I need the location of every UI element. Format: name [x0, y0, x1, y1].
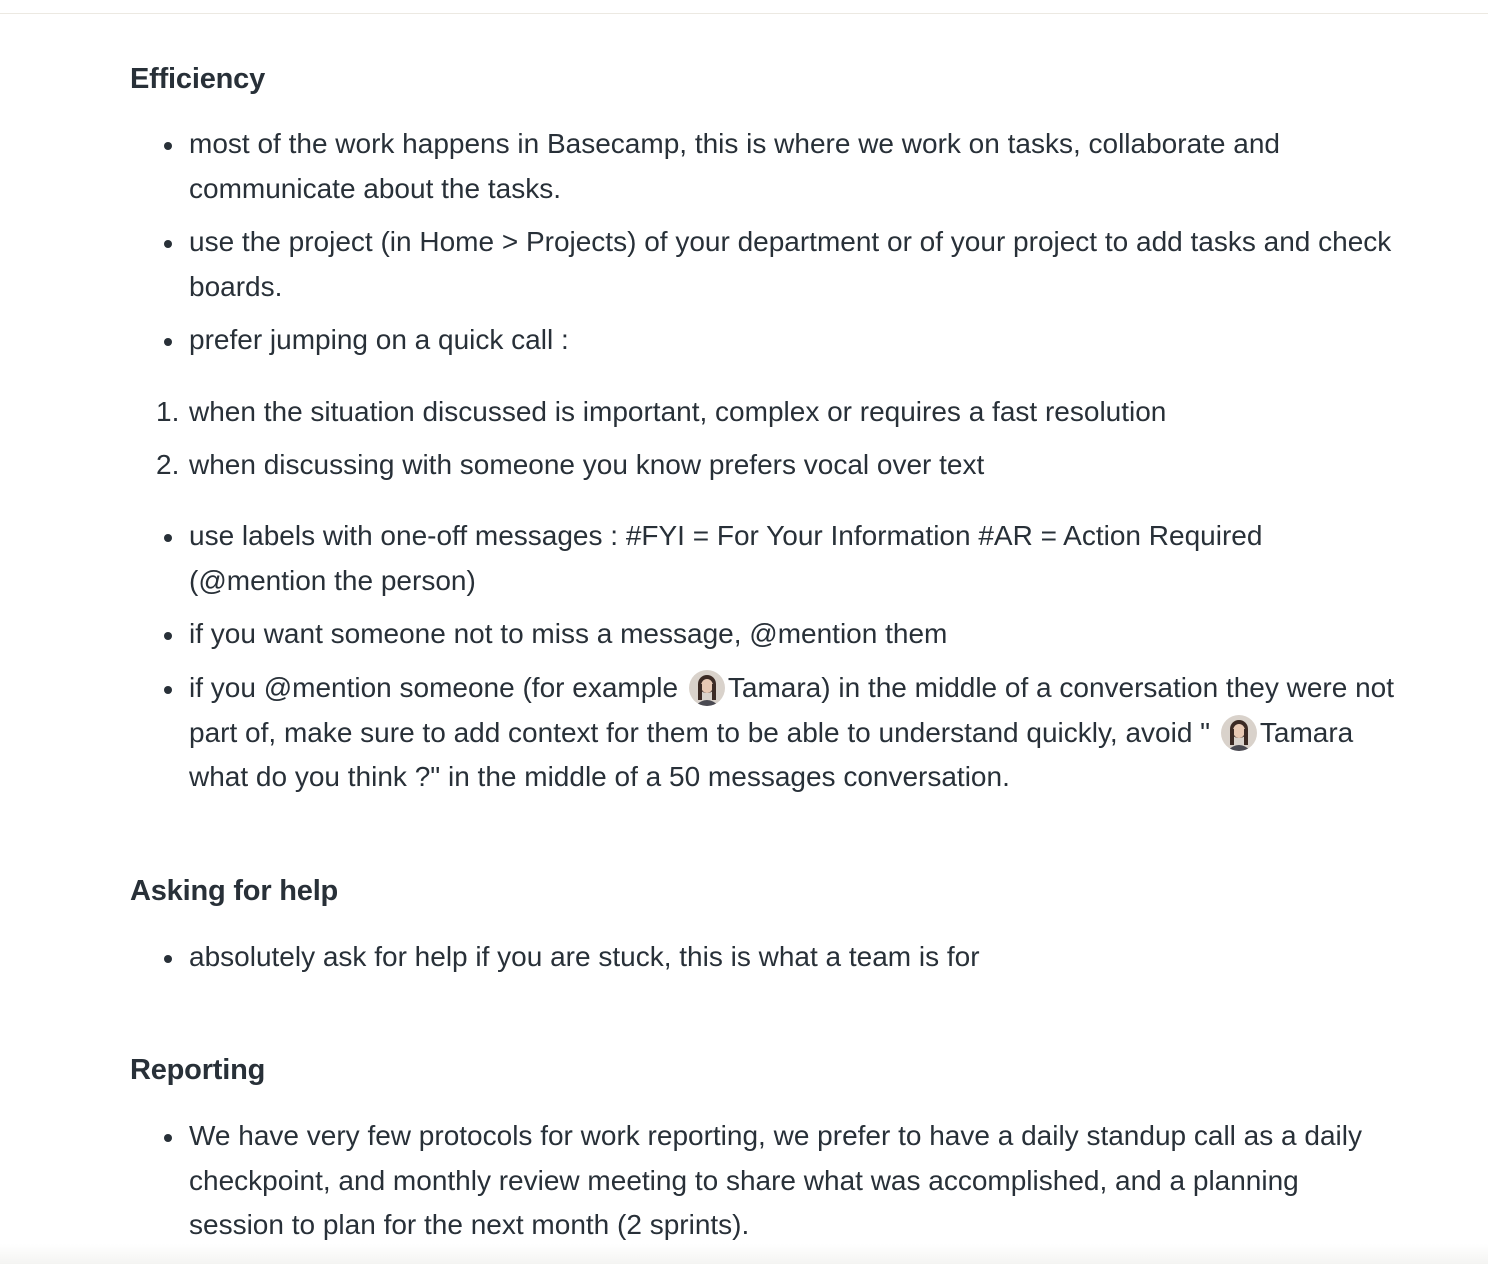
list-item: absolutely ask for help if you are stuck, this is what a team is for	[189, 935, 1409, 980]
list-item: most of the work happens in Basecamp, this is where we work on tasks, collaborate and communicate about the tasks.	[189, 122, 1409, 211]
avatar-icon	[1221, 715, 1257, 751]
heading-asking-for-help: Asking for help	[130, 875, 339, 907]
list-item: if you want someone not to miss a message, @mention them	[189, 612, 1409, 657]
mention-tamara[interactable]: Tamara	[727, 672, 822, 703]
heading-efficiency: Efficiency	[130, 63, 265, 95]
top-divider	[0, 0, 1488, 14]
list-item-text: when discussing with someone you know prefers vocal over text	[189, 449, 985, 480]
list-item-text: when the situation discussed is important, complex or requires a fast resolution	[189, 396, 1167, 427]
list-number: 1.	[156, 396, 180, 427]
ordered-list-item	[156, 443, 1409, 488]
list-item	[189, 666, 1404, 800]
list-item-text: if you @mention someone (for example	[189, 672, 686, 703]
list-item-text: ) in the middle of a conversation they were not part of, make sure to add context for them to be able to understand quickly, avoid "	[189, 672, 1395, 748]
mention-tamara[interactable]: Tamara	[1259, 716, 1354, 748]
list-item: use the project (in Home > Projects) of your department or of your project to add tasks and check boards.	[189, 220, 1409, 309]
avatar-icon	[689, 670, 725, 706]
list-item: prefer jumping on a quick call :	[189, 318, 1409, 363]
bottom-edge	[0, 1244, 1488, 1264]
heading-reporting: Reporting	[130, 1054, 266, 1086]
list-item: We have very few protocols for work reporting, we prefer to have a daily standup call as a daily checkpoint, and monthly review meeting to share what was accomplished, and a planning session to plan for the next month (2 sprints).	[189, 1114, 1389, 1248]
list-item: use labels with one-off messages : #FYI = For Your Information #AR = Action Required (@mention the person)	[189, 514, 1379, 603]
list-item-text: what do you think ?" in the middle of a 50 messages conversation.	[189, 761, 1010, 792]
ordered-list-item	[156, 390, 1409, 435]
list-number: 2.	[156, 449, 180, 480]
